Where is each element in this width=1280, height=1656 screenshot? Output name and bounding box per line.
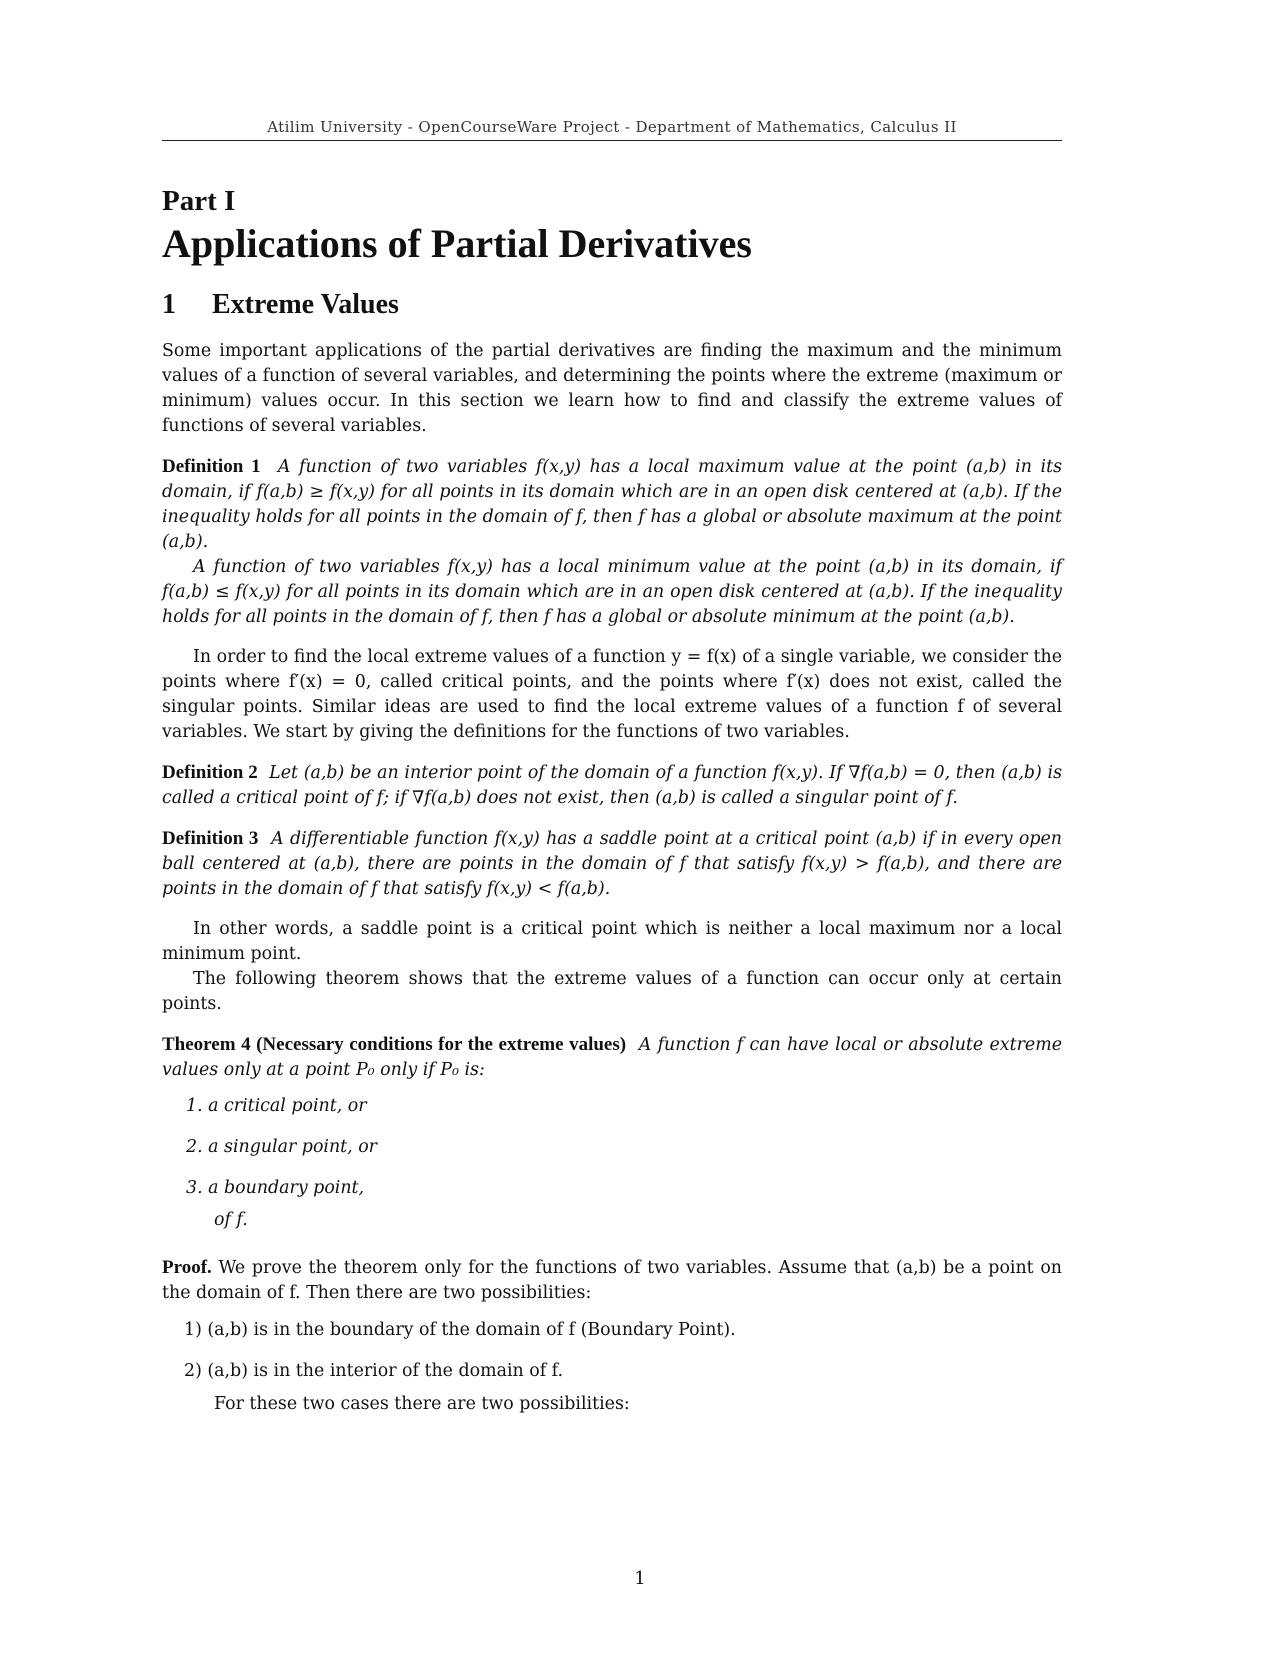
definition-2-text: Let (a,b) be an interior point of the domain of a function f(x,y). If ∇f(a,b) = 0, then (a,b) is called a critical point of f; if ∇f(a,b) does not exist, then (a,b) is called a singular point of f. bbox=[162, 763, 1063, 808]
saddle-discussion bbox=[162, 917, 1062, 1017]
theorem-4-label: Theorem 4 (Necessary conditions for the extreme values) bbox=[162, 1034, 627, 1055]
theorem-4-after: of f. bbox=[214, 1210, 248, 1230]
section-number: 1 bbox=[162, 289, 176, 320]
section-heading bbox=[162, 289, 1062, 321]
list-item: 2) (a,b) is in the interior of the domain of f. bbox=[184, 1361, 564, 1381]
section-title: Extreme Values bbox=[212, 289, 399, 320]
part-label: Part I bbox=[162, 185, 236, 217]
definition-1-text-b: A function of two variables f(x,y) has a local minimum value at the point (a,b) in its domain, if f(a,b) ≤ f(x,y) for all points in its domain which are in an open disk centered at (a,b). If the inequality holds for all points in the domain of f, then f has a global or absolute minimum at the point (a,b). bbox=[162, 557, 1062, 627]
proof-text: We prove the theorem only for the functions of two variables. Assume that (a,b) be a point on the domain of f. Then there are two possibilities: bbox=[162, 1258, 1062, 1303]
critical-points-paragraph: In order to find the local extreme values of a function y = f(x) of a single variable, we consider the points where f′(x) = 0, called critical points, and the points where f′(x) does not exist, called the singular points. Similar ideas are used to find the local extreme values of a function f of several variables. We start by giving the definitions for the functions of two variables. bbox=[162, 647, 1062, 742]
definition-3-text: A differentiable function f(x,y) has a saddle point at a critical point (a,b) if in every open ball centered at (a,b), there are points in the domain of f that satisfy f(x,y) > f(a,b), and there are points in the domain of f that satisfy f(x,y) < f(a,b). bbox=[162, 829, 1063, 899]
list-item: 1) (a,b) is in the boundary of the domain of f (Boundary Point). bbox=[184, 1320, 736, 1340]
part-title: Applications of Partial Derivatives bbox=[162, 221, 752, 266]
list-item: 3. a boundary point, bbox=[186, 1178, 365, 1198]
definition-2-label: Definition 2 bbox=[162, 762, 258, 783]
proof-label: Proof. bbox=[162, 1257, 212, 1278]
theorem-intro-paragraph: The following theorem shows that the extreme values of a function can occur only at certain points. bbox=[162, 969, 1062, 1014]
definition-1 bbox=[162, 454, 1062, 630]
proof bbox=[162, 1255, 1062, 1417]
theorem-4-list bbox=[162, 1094, 1062, 1233]
page-content bbox=[162, 118, 1062, 1417]
proof-after: For these two cases there are two possibilities: bbox=[214, 1394, 630, 1414]
page-number: 1 bbox=[634, 1568, 646, 1589]
definition-3-label: Definition 3 bbox=[162, 828, 259, 849]
list-item: 2. a singular point, or bbox=[186, 1137, 377, 1157]
definition-1-text-a: A function of two variables f(x,y) has a local maximum value at the point (a,b) in its domain, if f(a,b) ≥ f(x,y) for all points in its domain which are in an open disk centered at (a,b). If the inequality holds for all points in the domain of f, then f has a global or absolute maximum at the point (a,b). bbox=[162, 457, 1063, 552]
definition-2 bbox=[162, 760, 1062, 811]
saddle-paragraph: In other words, a saddle point is a critical point which is neither a local maximum nor a local minimum point. bbox=[162, 919, 1062, 964]
proof-list bbox=[162, 1318, 1062, 1417]
theorem-4-text: A function f can have local or absolute extreme values only at a point P₀ only if P₀ is: bbox=[162, 1035, 1062, 1080]
definition-1-label: Definition 1 bbox=[162, 456, 261, 477]
list-item: 1. a critical point, or bbox=[186, 1096, 367, 1116]
intro-paragraph: Some important applications of the partial derivatives are finding the maximum and the minimum values of a function of several variables, and determining the points where the extreme (maximum or minimum) values occur. In this section we learn how to find and classify the extreme values of functions of several variables. bbox=[162, 341, 1062, 436]
running-header: Atilim University - OpenCourseWare Project - Department of Mathematics, Calculus II bbox=[162, 118, 1062, 141]
definition-3 bbox=[162, 826, 1062, 902]
theorem-4 bbox=[162, 1032, 1062, 1233]
